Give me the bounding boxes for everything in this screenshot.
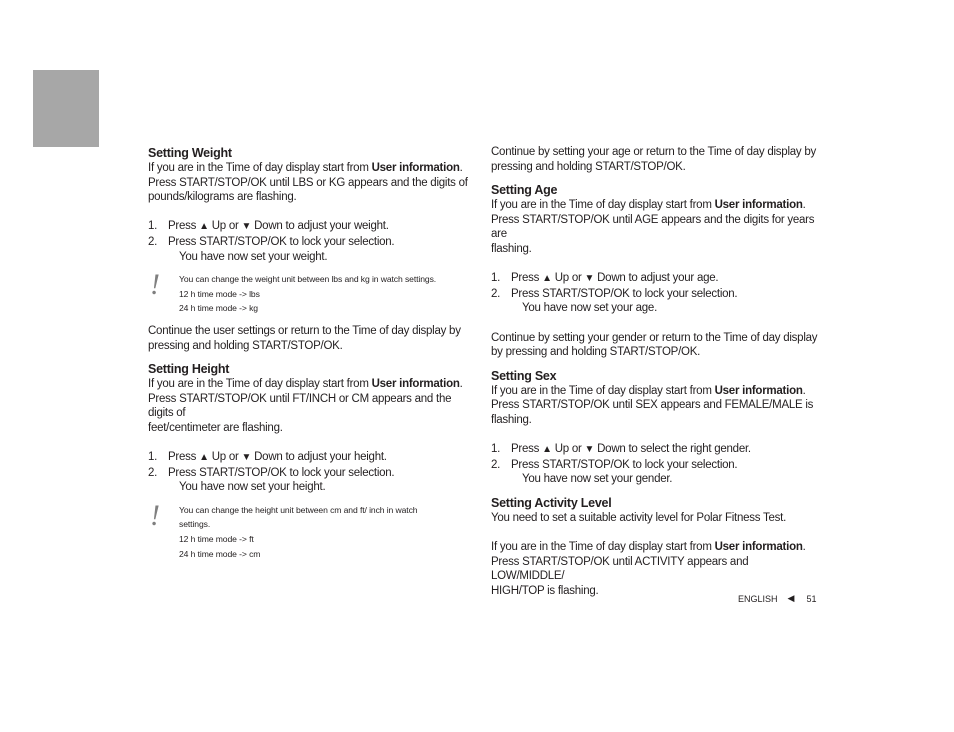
heading-setting-age: Setting Age: [491, 183, 558, 198]
triangle-up-icon: ▲: [199, 452, 209, 464]
continue-text: Continue by setting your gender or return to the Time of day display: [491, 331, 818, 344]
weight-step-2: [148, 235, 473, 250]
sex-intro-text: If you are in the Time of day display start from: [491, 384, 715, 397]
sex-intro: [491, 384, 819, 399]
step-text: Press: [168, 220, 200, 233]
step-text: Press START/STOP/OK to lock your selection.: [168, 466, 395, 479]
age-intro-text: If you are in the Time of day display start from: [491, 199, 715, 212]
triangle-down-icon: ▼: [584, 273, 595, 285]
step-text: Press: [511, 443, 543, 456]
age-done: You have now set your age.: [522, 302, 658, 315]
height-note: [148, 498, 473, 561]
exclamation-icon: !: [150, 268, 160, 302]
note-text: You can change the height unit between cm and ft/ inch in watch: [179, 504, 418, 515]
step-text: Up or: [208, 451, 242, 464]
continue-text: Continue the user settings or return to the Time of day display by: [148, 324, 461, 337]
triangle-down-icon: ▼: [241, 221, 252, 233]
activity-start-bold: User information: [714, 541, 803, 554]
continue-text: Continue by setting your age or return to the Time of day display by: [491, 146, 816, 158]
weight-intro-text: If you are in the Time of day display start from: [148, 162, 372, 174]
exclamation-icon: !: [150, 498, 160, 532]
sex-step-2: [491, 458, 819, 473]
sex-line2: Press START/STOP/OK until SEX appears and FEMALE/MALE is: [491, 399, 814, 412]
step-number: 2.: [148, 466, 158, 479]
triangle-down-icon: ▼: [241, 452, 252, 464]
height-intro-text: If you are in the Time of day display start from: [148, 378, 372, 391]
step-text: Down to select the right gender.: [594, 443, 751, 456]
step-text: Press START/STOP/OK to lock your selection.: [511, 458, 738, 471]
height-intro-bold: User information: [371, 378, 460, 391]
note-text: 24 h time mode -> cm: [179, 548, 261, 559]
continue-text: pressing and holding START/STOP/OK.: [491, 160, 686, 173]
height-step-2: [148, 466, 473, 481]
sex-done: You have now set your gender.: [522, 473, 673, 486]
age-intro-bold: User information: [714, 199, 803, 212]
activity-line3: HIGH/TOP is flashing.: [491, 584, 599, 597]
age-step-2: [491, 287, 819, 302]
weight-step-1: [148, 219, 473, 235]
height-line3: feet/centimeter are flashing.: [148, 421, 283, 434]
height-step-1: [148, 450, 473, 466]
right-column: [491, 145, 819, 598]
step-number: 2.: [148, 235, 158, 248]
weight-line2: Press START/STOP/OK until LBS or KG appears and the digits of: [148, 176, 468, 189]
activity-intro: You need to set a suitable activity level for Polar Fitness Test.: [491, 511, 787, 524]
triangle-up-icon: ▲: [542, 444, 552, 456]
age-line3: flashing.: [491, 242, 532, 255]
heading-setting-height: Setting Height: [148, 362, 230, 377]
continue-text: pressing and holding START/STOP/OK.: [148, 339, 343, 352]
note-text: settings.: [179, 519, 211, 530]
sex-line3: flashing.: [491, 413, 532, 426]
age-step-1: [491, 271, 819, 287]
triangle-up-icon: ▲: [199, 221, 209, 233]
sex-step-1: [491, 442, 819, 458]
sex-intro-bold: User information: [714, 384, 803, 397]
step-number: 2.: [491, 458, 501, 471]
age-intro-end: .: [802, 199, 806, 212]
step-text: Up or: [208, 220, 242, 233]
left-column: [148, 145, 473, 561]
language-label: ENGLISH: [738, 593, 778, 604]
step-text: Press START/STOP/OK to lock your selection.: [511, 287, 738, 300]
step-text: Press: [168, 451, 200, 464]
step-number: 1.: [491, 443, 501, 456]
height-done: You have now set your height.: [179, 481, 326, 494]
step-text: Down to adjust your age.: [594, 272, 719, 285]
age-line2: Press START/STOP/OK until AGE appears and the digits for years are: [491, 213, 815, 241]
step-number: 1.: [148, 220, 158, 233]
step-text: Press START/STOP/OK to lock your selection.: [168, 235, 395, 248]
weight-intro-bold: User information: [371, 162, 460, 174]
page-footer: [738, 593, 816, 604]
step-text: Press: [511, 272, 543, 285]
activity-line2: Press START/STOP/OK until ACTIVITY appears and LOW/MIDDLE/: [491, 555, 749, 583]
triangle-left-icon: ◀: [787, 593, 795, 603]
weight-intro: [148, 161, 473, 176]
note-text: 24 h time mode -> kg: [179, 303, 258, 314]
step-number: 2.: [491, 287, 501, 300]
sex-intro-end: .: [802, 384, 806, 397]
weight-line3: pounds/kilograms are flashing.: [148, 191, 297, 204]
note-text: 12 h time mode -> ft: [179, 534, 254, 545]
activity-start-text: If you are in the Time of day display start from: [491, 541, 715, 554]
heading-setting-activity-level: Setting Activity Level: [491, 495, 612, 510]
step-text: Up or: [551, 443, 585, 456]
note-text: You can change the weight unit between lbs and kg in watch settings.: [179, 274, 437, 285]
triangle-up-icon: ▲: [542, 273, 552, 285]
activity-start-end: .: [802, 541, 806, 554]
step-text: Down to adjust your weight.: [251, 220, 389, 233]
note-text: 12 h time mode -> lbs: [179, 288, 260, 299]
triangle-down-icon: ▼: [584, 444, 595, 456]
activity-start: [491, 540, 819, 555]
weight-done: You have now set your weight.: [179, 250, 328, 263]
weight-intro-end: .: [459, 162, 463, 174]
step-text: Up or: [551, 272, 585, 285]
continue-text: by pressing and holding START/STOP/OK.: [491, 346, 701, 359]
step-number: 1.: [148, 451, 158, 464]
page-number: 51: [806, 593, 817, 604]
weight-note: [148, 268, 473, 316]
height-intro-end: .: [459, 378, 463, 391]
heading-setting-weight: Setting Weight: [148, 146, 232, 160]
height-line2: Press START/STOP/OK until FT/INCH or CM appears and the digits of: [148, 392, 452, 420]
age-intro: [491, 198, 819, 213]
step-text: Down to adjust your height.: [251, 451, 387, 464]
height-intro: [148, 377, 473, 392]
heading-setting-sex: Setting Sex: [491, 368, 557, 383]
step-number: 1.: [491, 272, 501, 285]
section-tab-marker: [33, 70, 99, 147]
